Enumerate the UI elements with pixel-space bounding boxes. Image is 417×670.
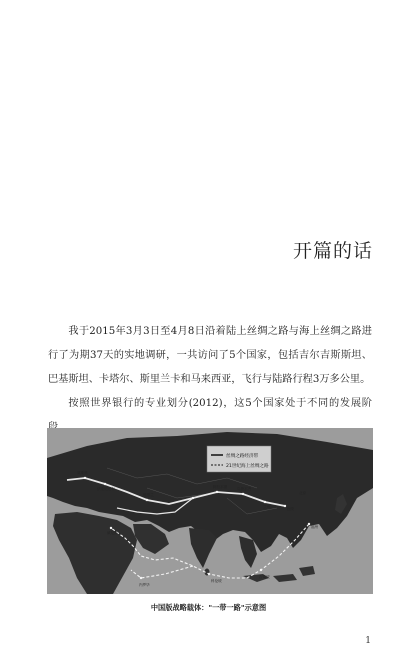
body-text: [48, 320, 372, 440]
city-label: 伊斯坦布尔: [97, 487, 115, 491]
city-label: 西安: [287, 507, 295, 511]
city-label: 威尼斯: [107, 531, 118, 535]
city-label: 吉隆坡: [259, 575, 270, 579]
city-label: 乌鲁木齐: [237, 487, 252, 491]
paragraph-1: 我于2015年3月3日至4月8日沿着陆上丝绸之路与海上丝绸之路进行了为期37天的实地调研，一共访问了5个国家，包括吉尔吉斯斯坦、巴基斯坦、卡塔尔、斯里兰卡和马来西亚，飞行与陆路行程3万多公里。: [48, 326, 372, 385]
city-label: 兰州: [263, 505, 271, 509]
silk-road-map: [47, 428, 373, 594]
legend-sea-route: 21世纪海上丝绸之路: [226, 464, 269, 469]
legend-land-route: 丝绸之路经济带: [226, 454, 259, 459]
chapter-title: 开篇的话: [292, 240, 373, 262]
city-label: 内罗毕: [139, 583, 150, 587]
city-label: 北京: [299, 491, 307, 495]
city-label: 科伦坡: [211, 579, 222, 583]
city-label: 阿拉木图: [213, 485, 228, 489]
paragraph-2: 按照世界银行的专业划分(2012)，这5个国家处于不同的发展阶: [68, 398, 372, 409]
city-label: 福州: [311, 525, 319, 529]
city-label: 莫斯科: [77, 471, 88, 475]
figure-caption: 中国版战略载体："一带一路"示意图: [150, 603, 267, 612]
map-graphic: [47, 428, 373, 594]
city-label: 德黑兰: [143, 493, 154, 497]
page-number: 1: [365, 636, 371, 646]
